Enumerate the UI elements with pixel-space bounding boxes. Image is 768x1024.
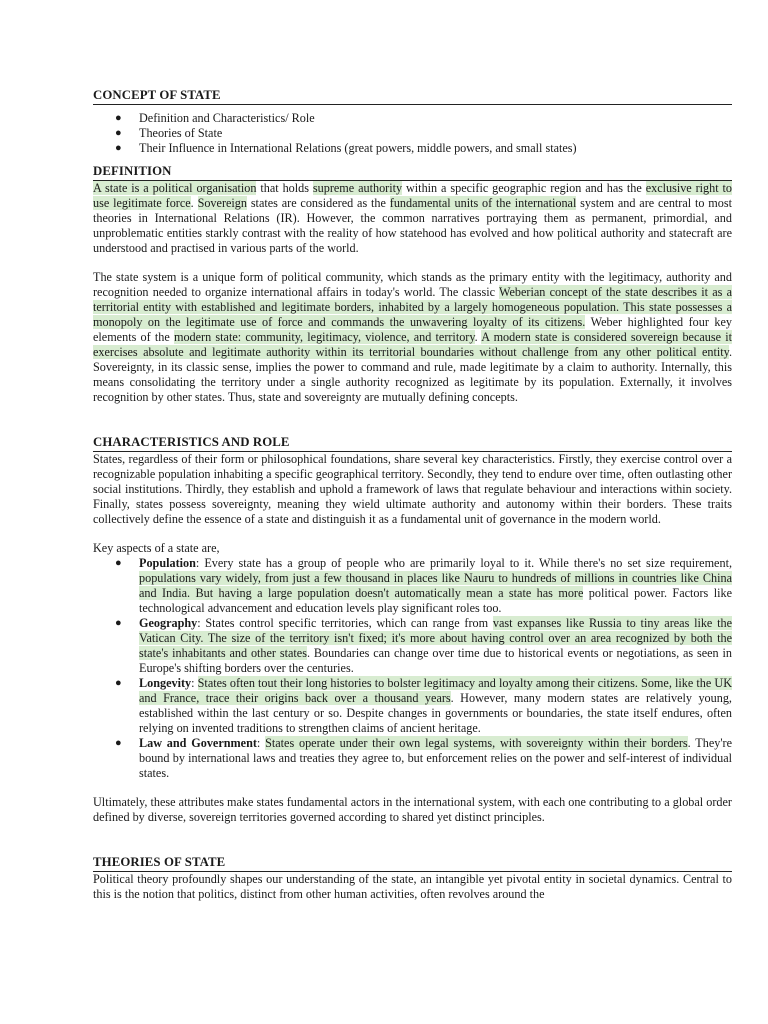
highlighted-text: A modern state is considered sovereign because it exercises absolute and legitimate authority within its territorial boundaries without challenge from any other political entity [93, 330, 732, 359]
characteristics-paragraph: States, regardless of their form or philosophical foundations, share several key characteristics. Firstly, they exercise control over a recognizable population inhabiting a specific geographical territory. Secondly, they tend to endure over time, often outlasting other social institutions. Thirdly, they establish and uphold a framework of laws that regulate behaviour and interactions within society. Finally, states possess sovereignty, meaning they wield ultimate authority and autonomy within their borders. These traits collectively define the essence of a state and distinguish it as a fundamental unit of governance in the modern world. [93, 452, 732, 526]
characteristics-heading: CHARACTERISTICS AND ROLE [93, 435, 732, 452]
list-item [93, 736, 732, 781]
highlighted-text: A state is a political organisation [93, 181, 257, 195]
bullet-icon: ● [115, 557, 122, 569]
text-run: . However, many modern states are relatively young, established within the last century or so. Despite changes in governments or boundaries, the state itself endures, often relying on invented traditions to strengthen claims of ancient heritage. [139, 691, 732, 735]
text-run: . They're bound by international laws and treaties they agree to, but enforcement relies on the power and self-interest of individual states. [139, 736, 732, 780]
aspect-body [139, 676, 732, 735]
text-run: . Boundaries can change over time due to historical events or negotiations, as seen in Europe's shifting borders over the centuries. [139, 646, 732, 675]
aspect-term: Longevity [139, 676, 192, 690]
highlighted-text: exclusive right to use legitimate force [93, 181, 733, 210]
aspects-intro: Key aspects of a state are, [93, 541, 220, 555]
highlighted-text: States often tout their long histories to bolster legitimacy and loyalty among their citizens. Some, like the UK and France, trace their origins back over a thousand years [139, 676, 732, 705]
highlighted-text: supreme authority [312, 181, 403, 195]
text-run: : States control specific territories, which can range from [197, 616, 493, 630]
definition-heading: DEFINITION [93, 164, 732, 181]
list-item: ● Theories of State [115, 126, 223, 140]
theories-paragraph: Political theory profoundly shapes our understanding of the state, an intangible yet pivotal entity in societal dynamics. Central to this is the notion that politics, distinct from other human activities, often revolves around the [93, 872, 732, 901]
text-run: . Sovereignty, in its classic sense, implies the power to command and rule, made legitimate by a claim to authority. Internally, this means consolidating the territory under a single authority recognized as legitimate by its population. Externally, it involves recognition by other states. Thus, state and sovereignty are mutually defining concepts. [93, 345, 732, 404]
document-content [93, 88, 732, 902]
aspect-term: Law and Government [139, 736, 257, 750]
definition-paragraph-2 [93, 270, 732, 405]
concept-heading: CONCEPT OF STATE [93, 88, 732, 105]
list-item [93, 616, 732, 676]
concept-bullet-list [93, 111, 732, 156]
highlighted-text: populations vary widely, from just a few thousand in places like Nauru to hundreds of millions in countries like China and India. But having a large population doesn't automatically mean a state has more [139, 571, 732, 600]
text-run: system and are central to most theories in International Relations (IR). However, the common narratives portraying them as permanent, primordial, and unproblematic entities starkly contrast with the reality of how statehood has evolved and how political authority and statecraft are understood and practised in various parts of the world. [93, 196, 732, 255]
bullet-icon: ● [115, 127, 122, 139]
highlighted-text: Weberian concept of the state describes it as a territorial entity with established and legitimate borders, inhabited by a largely homogeneous population. This state possesses a monopoly on the legitimate use of force and commands the unwavering loyalty of its citizens. [93, 285, 732, 329]
bullet-icon: ● [115, 737, 122, 749]
aspect-term: Population [139, 556, 196, 570]
list-item [93, 676, 732, 736]
highlighted-text: fundamental units of the international [389, 196, 577, 210]
text-run: political power. Factors like technological advancement and education levels play significant roles too. [139, 586, 732, 615]
text-run: within a specific geographic region and has the [402, 181, 646, 195]
bullet-icon: ● [115, 112, 122, 124]
list-item [93, 556, 732, 616]
definition-paragraph-1 [93, 181, 732, 256]
highlighted-text: Sovereign [197, 196, 247, 210]
theories-heading: THEORIES OF STATE [93, 855, 732, 872]
aspect-body [139, 616, 732, 675]
highlighted-text: modern state: community, legitimacy, violence, and territory [173, 330, 475, 344]
text-run: . [190, 196, 198, 210]
text-run: : [191, 676, 198, 690]
text-run: The state system is a unique form of political community, which stands as the primary entity with the legitimacy, authority and recognition needed to organize international affairs in today's world. The classic [93, 270, 732, 299]
highlighted-text: vast expanses like Russia to tiny areas like the Vatican City. The size of the territory isn't fixed; it's more about having control over an area recognized by both the state's inhabitants and other states [139, 616, 732, 660]
aspect-term: Geography [139, 616, 198, 630]
aspects-list [93, 556, 732, 781]
bullet-icon: ● [115, 677, 122, 689]
text-run: : Every state has a group of people who are primarily loyal to it. While there's no set size requirement, [195, 556, 732, 570]
text-run: that holds [256, 181, 313, 195]
characteristics-closing: Ultimately, these attributes make states fundamental actors in the international system, with each one contributing to a global order defined by diverse, sovereign territories governed according to shared yet distinct principles. [93, 795, 732, 824]
bullet-icon: ● [115, 617, 122, 629]
text-run: : [256, 736, 266, 750]
text-run: . [474, 330, 482, 344]
list-item: ● Definition and Characteristics/ Role [115, 111, 315, 125]
text-run: Weber highlighted four key elements of the [93, 315, 732, 344]
list-item: ● Their Influence in International Relations (great powers, middle powers, and small states) [115, 141, 577, 155]
text-run: states are considered as the [246, 196, 390, 210]
bullet-icon: ● [115, 142, 122, 154]
highlighted-text: States operate under their own legal systems, with sovereignty within their borders [265, 736, 688, 750]
aspect-body [139, 556, 732, 615]
